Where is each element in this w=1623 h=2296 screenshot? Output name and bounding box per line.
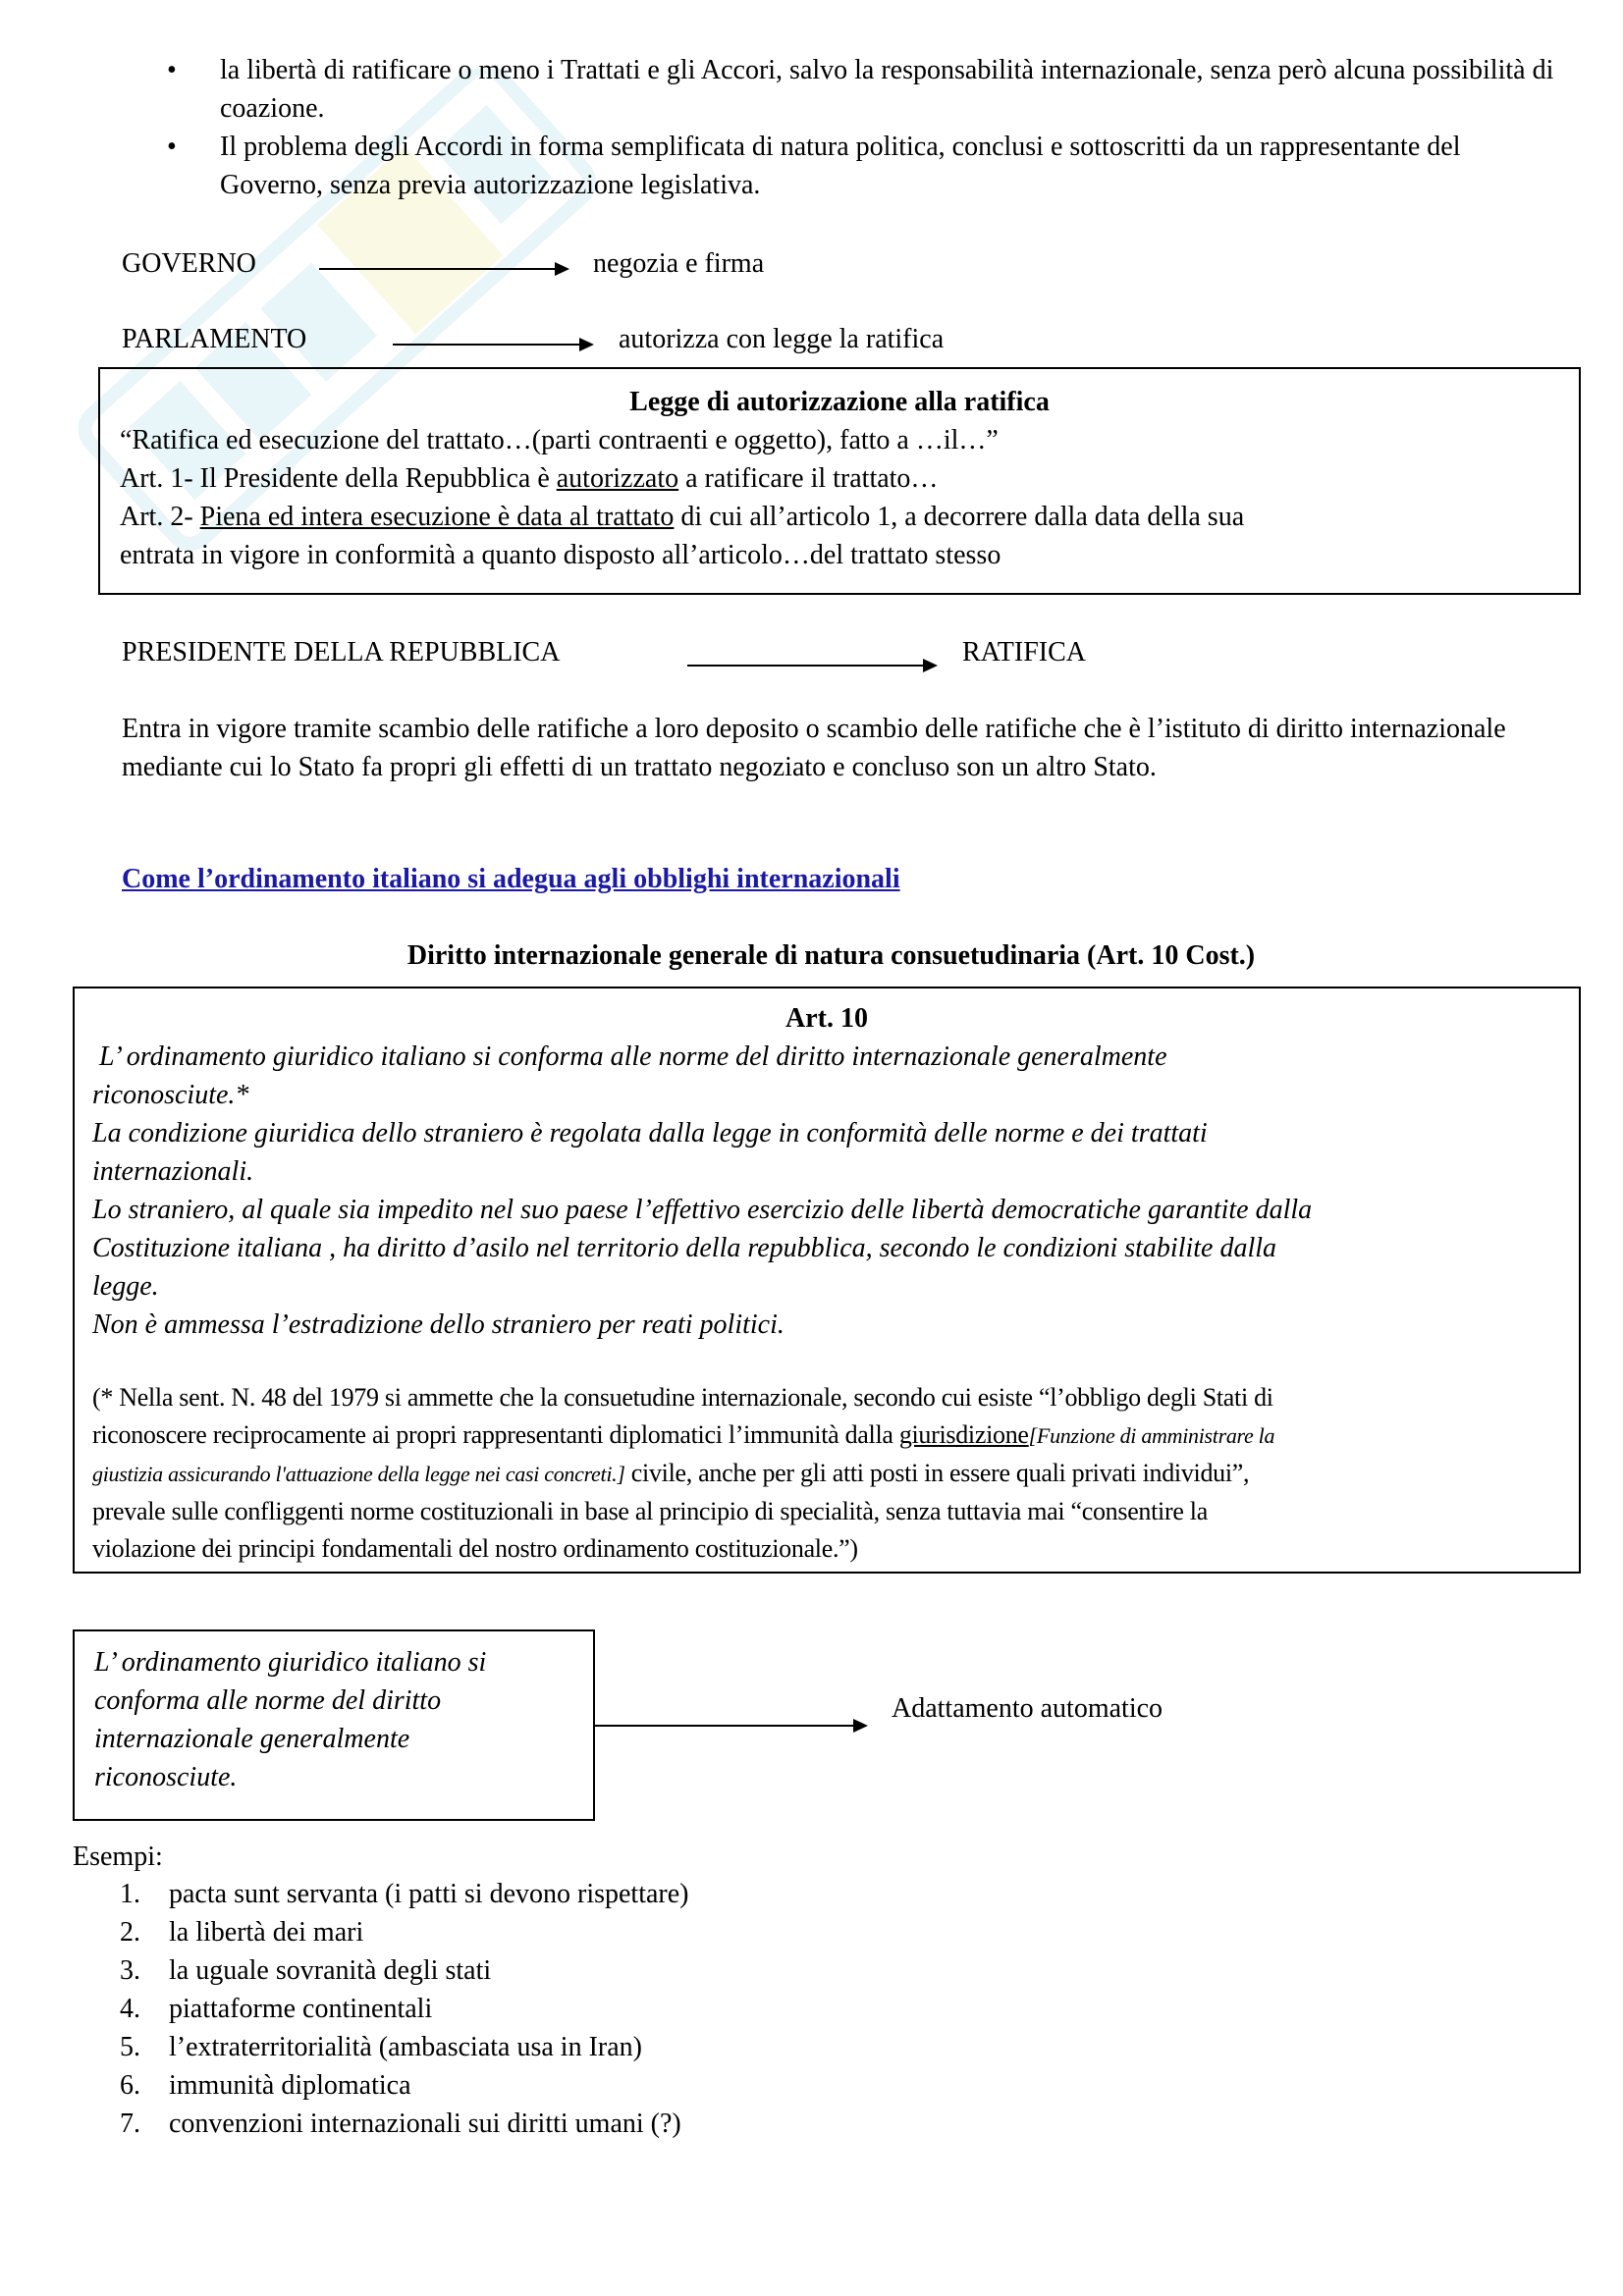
flow-presidente-result: RATIFICA [962, 637, 1087, 667]
section-link[interactable]: Come l’ordinamento italiano si adegua agli obblighi internazionali [122, 864, 900, 894]
adattamento-label: Adattamento automatico [892, 1693, 1163, 1724]
section-title: Diritto internazionale generale di natura consuetudinaria (Art. 10 Cost.) [406, 940, 1256, 971]
art10-line: L’ ordinamento giuridico italiano si conforma alle norme del diritto internazionale generalmente [92, 1041, 1167, 1072]
ratifica-paragraph: Entra in vigore tramite scambio delle ratifiche a loro deposito o scambio delle ratifiche che è l’istituto di diritto internazionale mediante cui lo Stato fa propri gli effetti di un trattato negoziato e concluso son un altro Stato. [122, 714, 1506, 782]
art10-line: legge. [92, 1271, 159, 1302]
flow-parlamento-label: PARLAMENTO [122, 324, 307, 354]
art10-title: Art. 10 [785, 1003, 868, 1034]
law-box-line: “Ratifica ed esecuzione del trattato…(parti contraenti e oggetto), fatto a …il…” [120, 425, 999, 455]
bullet-dot-icon: • [167, 132, 177, 162]
art10-line: Non è ammessa l’estradizione dello straniero per reati politici. [92, 1309, 784, 1340]
list-item: 5. l’extraterritorialità (ambasciata usa in Iran) [120, 2032, 642, 2062]
bullet-item: • Il problema degli Accordi in forma semplificata di natura politica, conclusi e sottoscritti da un rappresentante del Governo, senza previa autorizzazione legislativa. [167, 128, 1561, 204]
law-box-art2: Art. 2- Piena ed intera esecuzione è data al trattato di cui all’articolo 1, a decorrere dalla data della sua [120, 502, 1245, 532]
list-item: 3. la uguale sovranità degli stati [120, 1955, 492, 1986]
list-item: 4. piattaforme continentali [120, 1994, 433, 2024]
bullet-list [167, 51, 1561, 204]
bullet-dot-icon: • [167, 55, 177, 85]
examples-list [120, 1875, 688, 2143]
bullet-item: • la libertà di ratificare o meno i Trattati e gli Accori, salvo la responsabilità internazionale, senza però alcuna possibilità di coazione. [167, 51, 1561, 128]
art10-box [73, 987, 1581, 1574]
list-item: 2. la libertà dei mari [120, 1917, 364, 1948]
flow-governo-label: GOVERNO [122, 248, 256, 279]
art10-line: internazionali. [92, 1156, 254, 1187]
arrow-right-icon [319, 259, 569, 279]
arrow-right-icon [393, 335, 594, 354]
law-box-art2-cont: entrata in vigore in conformità a quanto disposto all’articolo…del trattato stesso [120, 540, 1001, 570]
list-item: 1. pacta sunt servanta (i patti si devono rispettare) [120, 1879, 689, 1909]
examples-label: Esempi: [73, 1842, 163, 1872]
list-item: 6. immunità diplomatica [120, 2070, 411, 2101]
art10-line: riconosciute.* [92, 1080, 249, 1110]
art10-line: Costituzione italiana , ha diritto d’asilo nel territorio della repubblica, secondo le condizioni stabilite dalla [92, 1233, 1277, 1263]
flow-governo-result: negozia e firma [593, 248, 765, 279]
law-box-title: Legge di autorizzazione alla ratifica [629, 387, 1050, 417]
art10-line: Lo straniero, al quale sia impedito nel suo paese l’effettivo esercizio delle libertà democratiche garantite dalla [92, 1195, 1313, 1225]
law-box [98, 367, 1581, 595]
flow-presidente-label: PRESIDENTE DELLA REPUBBLICA [122, 637, 561, 667]
art10-line: La condizione giuridica dello straniero è regolata dalla legge in conformità delle norme e dei trattati [92, 1118, 1208, 1148]
art10-note: (* Nella sent. N. 48 del 1979 si ammette che la consuetudine internazionale, secondo cui esiste “l’obbligo degli Stati di riconoscere reciprocamente ai propri rappresentanti diplomatici l’immunità dalla giurisdizione[Funzione di amministrare la giustizia assicurando l'attuazione della legge nei casi concreti.] civile, anche per gli atti posti in essere quali privati individui”, prevale sulle confliggenti norme costituzionali in base al principio di specialità, senza tuttavia mai “consentire la violazione dei principi fondamentali del nostro ordinamento costituzionale.”) [92, 1383, 1275, 1563]
flow-parlamento-result: autorizza con legge la ratifica [619, 324, 945, 354]
arrow-right-icon [593, 1716, 868, 1735]
arrow-right-icon [687, 656, 938, 675]
law-box-art1: Art. 1- Il Presidente della Repubblica è autorizzato a ratificare il trattato… [120, 463, 939, 494]
small-quote-box: L’ ordinamento giuridico italiano si conforma alle norme del diritto internazionale generalmente riconosciute. [73, 1629, 595, 1821]
list-item: 7. convenzioni internazionali sui diritti umani (?) [120, 2109, 681, 2139]
